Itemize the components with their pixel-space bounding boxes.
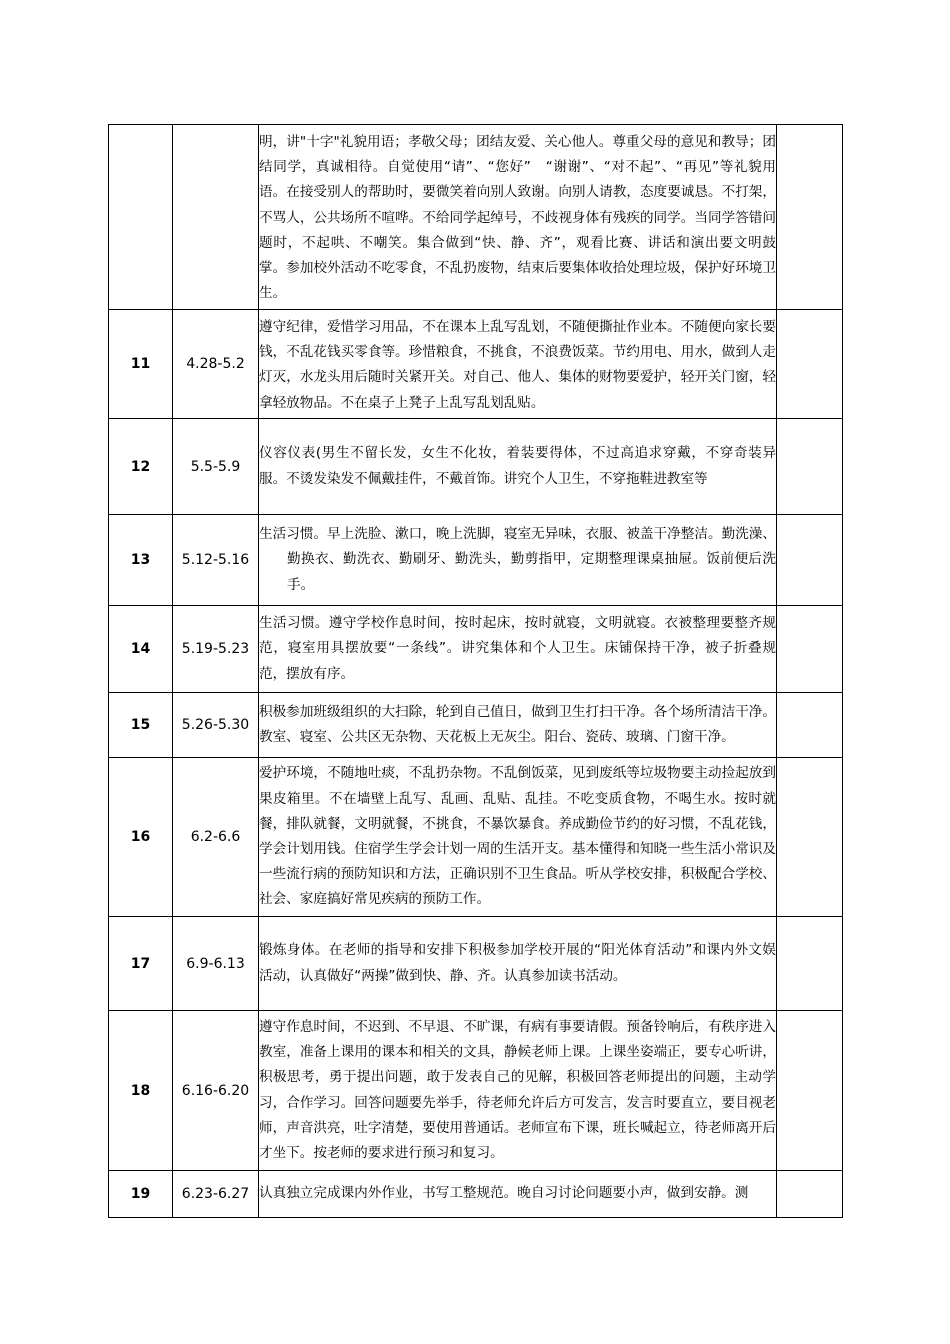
table-row: [109, 125, 843, 310]
date-cell: 5.5-5.9: [173, 419, 259, 515]
week-cell: 18: [109, 1011, 173, 1171]
week-cell: 16: [109, 758, 173, 917]
table-row: [109, 310, 843, 419]
table-row: [109, 758, 843, 917]
date-cell: 4.28-5.2: [173, 310, 259, 419]
week-cell: 11: [109, 310, 173, 419]
week-cell: 12: [109, 419, 173, 515]
week-cell: 13: [109, 515, 173, 606]
date-cell: 6.2-6.6: [173, 758, 259, 917]
content-cell: 仪容仪表(男生不留长发，女生不化妆，着装要得体，不过高追求穿戴，不穿奇装异服。不烫发染发不佩戴挂件，不戴首饰。讲究个人卫生，不穿拖鞋进教室等: [259, 419, 777, 515]
date-cell: [173, 125, 259, 310]
week-cell: 19: [109, 1171, 173, 1218]
note-cell: [777, 693, 843, 758]
table-row: [109, 693, 843, 758]
date-cell: 6.23-6.27: [173, 1171, 259, 1218]
table-row: [109, 1011, 843, 1171]
content-cell: 积极参加班级组织的大扫除，轮到自己值日，做到卫生打扫干净。各个场所清洁干净。教室、寝室、公共区无杂物、天花板上无灰尘。阳台、瓷砖、玻璃、门窗干净。: [259, 693, 777, 758]
content-cell: 爱护环境，不随地吐痰，不乱扔杂物。不乱倒饭菜，见到废纸等垃圾物要主动捡起放到果皮箱里。不在墙壁上乱写、乱画、乱贴、乱挂。不吃变质食物，不喝生水。按时就餐，排队就餐，文明就餐，不挑食，不暴饮暴食。养成勤俭节约的好习惯，不乱花钱，学会计划用钱。住宿学生学会计划一周的生活开支。基本懂得和知晓一些生活小常识及一些流行病的预防知识和方法，正确识别不卫生食品。听从学校安排，积极配合学校、社会、家庭搞好常见疾病的预防工作。: [259, 758, 777, 917]
table-row: [109, 917, 843, 1011]
note-cell: [777, 125, 843, 310]
table-row: [109, 419, 843, 515]
note-cell: [777, 419, 843, 515]
note-cell: [777, 758, 843, 917]
note-cell: [777, 515, 843, 606]
week-cell: 14: [109, 606, 173, 693]
table-row: [109, 515, 843, 606]
table-row: [109, 606, 843, 693]
date-cell: 6.9-6.13: [173, 917, 259, 1011]
table-row: [109, 1171, 843, 1218]
note-cell: [777, 1011, 843, 1171]
content-cell: 遵守纪律，爱惜学习用品，不在课本上乱写乱划，不随便撕扯作业本。不随便向家长要钱，不乱花钱买零食等。珍惜粮食，不挑食，不浪费饭菜。节约用电、用水，做到人走灯灭，水龙头用后随时关紧开关。对自己、他人、集体的财物要爱护，轻开关门窗，轻拿轻放物品。不在桌子上凳子上乱写乱划乱贴。: [259, 310, 777, 419]
week-cell: 17: [109, 917, 173, 1011]
content-cell: 遵守作息时间，不迟到、不早退、不旷课，有病有事要请假。预备铃响后，有秩序进入教室，准备上课用的课本和相关的文具，静候老师上课。上课坐姿端正，要专心听讲，积极思考，勇于提出问题，敢于发表自己的见解，积极回答老师提出的问题，主动学习，合作学习。回答问题要先举手，待老师允许后方可发言，发言时要直立，要目视老师，声音洪亮，吐字清楚，要使用普通话。老师宣布下课，班长喊起立，待老师离开后才坐下。按老师的要求进行预习和复习。: [259, 1011, 777, 1171]
date-cell: 5.26-5.30: [173, 693, 259, 758]
week-cell: [109, 125, 173, 310]
note-cell: [777, 917, 843, 1011]
note-cell: [777, 1171, 843, 1218]
content-cell: 锻炼身体。在老师的指导和安排下积极参加学校开展的“阳光体育活动”和课内外文娱活动，认真做好“两操”做到快、静、齐。认真参加读书活动。: [259, 917, 777, 1011]
note-cell: [777, 606, 843, 693]
content-cell: 认真独立完成课内外作业，书写工整规范。晚自习讨论问题要小声，做到安静。测: [259, 1171, 777, 1218]
date-cell: 6.16-6.20: [173, 1011, 259, 1171]
content-cell: 明，讲"十字"礼貌用语；孝敬父母；团结友爱、关心他人。尊重父母的意见和教导；团结同学，真诚相待。自觉使用“请”、“您好” “谢谢”、“对不起”、“再见”等礼貌用语。在接受别人的帮助时，要微笑着向别人致谢。向别人请教，态度要诚恳。不打架，不骂人，公共场所不喧哗。不给同学起绰号，不歧视身体有残疾的同学。当同学答错问题时，不起哄、不嘲笑。集合做到“快、静、齐”，观看比赛、讲话和演出要文明鼓掌。参加校外活动不吃零食，不乱扔废物，结束后要集体收拾处理垃圾，保护好环境卫生。: [259, 125, 777, 310]
date-cell: 5.19-5.23: [173, 606, 259, 693]
schedule-table: [108, 124, 843, 1218]
date-cell: 5.12-5.16: [173, 515, 259, 606]
content-cell: [259, 515, 777, 606]
content-text: 生活习惯。早上洗脸、漱口，晚上洗脚，寝室无异味，衣服、被盖干净整洁。勤洗澡、勤换衣、勤洗衣、勤刷牙、勤洗头，勤剪指甲，定期整理课桌抽屉。饭前便后洗手。: [259, 526, 776, 593]
content-cell: 生活习惯。遵守学校作息时间，按时起床，按时就寝，文明就寝。衣被整理要整齐规范，寝室用具摆放要“一条线”。讲究集体和个人卫生。床铺保持干净，被子折叠规范，摆放有序。: [259, 606, 777, 693]
week-cell: 15: [109, 693, 173, 758]
note-cell: [777, 310, 843, 419]
